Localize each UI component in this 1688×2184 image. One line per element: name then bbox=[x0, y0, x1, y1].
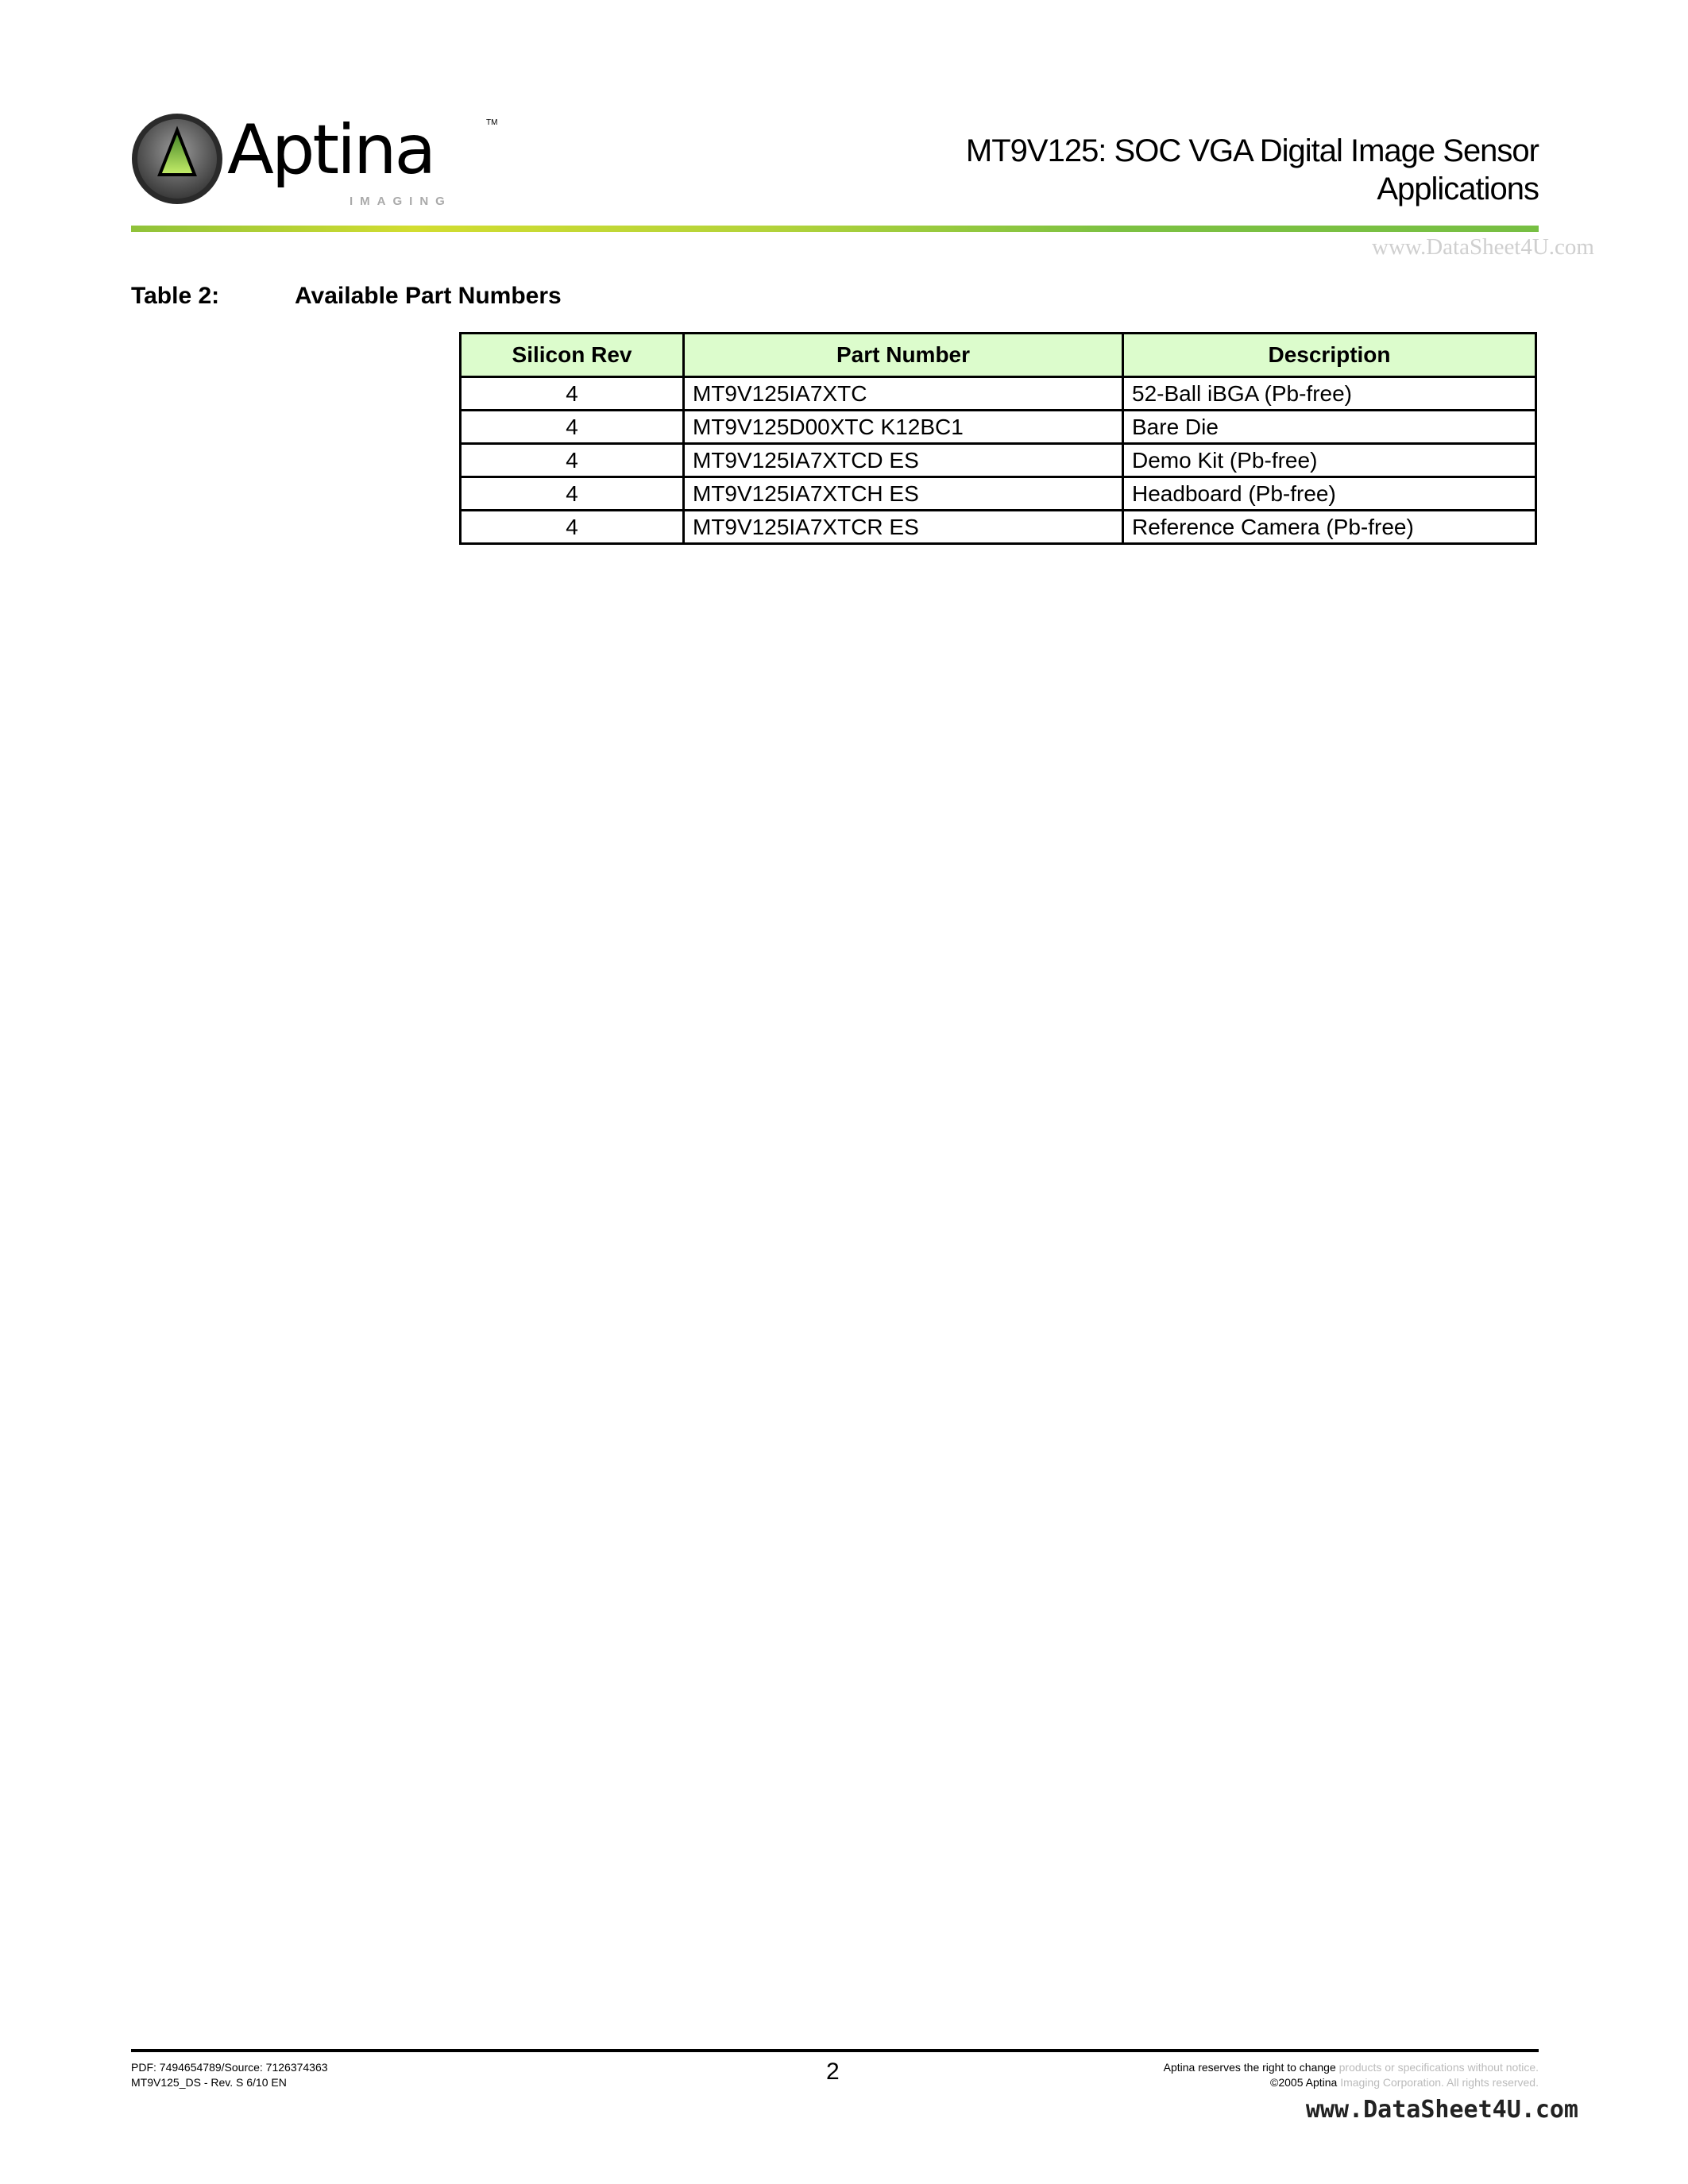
cell-silicon-rev: 4 bbox=[461, 511, 684, 544]
cell-part-number: MT9V125IA7XTC bbox=[684, 377, 1123, 411]
column-header-part-number: Part Number bbox=[684, 334, 1123, 377]
table-header-row bbox=[461, 334, 1536, 377]
cell-description: Headboard (Pb-free) bbox=[1123, 477, 1536, 511]
footer-pdf-source: PDF: 7494654789/Source: 7126374363 bbox=[131, 2061, 328, 2074]
table-row bbox=[461, 477, 1536, 511]
document-title: MT9V125: SOC VGA Digital Image Sensor bbox=[965, 133, 1539, 168]
logo-subtext: IMAGING bbox=[350, 195, 452, 208]
table-row bbox=[461, 377, 1536, 411]
cell-description: 52-Ball iBGA (Pb-free) bbox=[1123, 377, 1536, 411]
page-number: 2 bbox=[826, 2059, 840, 2085]
table-row bbox=[461, 411, 1536, 444]
cell-part-number: MT9V125D00XTC K12BC1 bbox=[684, 411, 1123, 444]
column-header-description: Description bbox=[1123, 334, 1536, 377]
footer-disclaimer bbox=[1164, 2061, 1539, 2074]
logo-trademark: TM bbox=[486, 118, 498, 127]
document-section: Applications bbox=[1377, 172, 1539, 206]
watermark-top: www.DataSheet4U.com bbox=[1372, 234, 1594, 260]
cell-description: Reference Camera (Pb-free) bbox=[1123, 511, 1536, 544]
cell-part-number: MT9V125IA7XTCH ES bbox=[684, 477, 1123, 511]
cell-silicon-rev: 4 bbox=[461, 444, 684, 477]
cell-description: Demo Kit (Pb-free) bbox=[1123, 444, 1536, 477]
watermark-bottom: www.DataSheet4U.com bbox=[1305, 2096, 1578, 2124]
column-header-silicon-rev: Silicon Rev bbox=[461, 334, 684, 377]
table-row bbox=[461, 444, 1536, 477]
cell-part-number: MT9V125IA7XTCD ES bbox=[684, 444, 1123, 477]
footer-copyright bbox=[1270, 2076, 1539, 2089]
footer-revision: MT9V125_DS - Rev. S 6/10 EN bbox=[131, 2076, 287, 2089]
footer-copyright-a: ©2005 Aptina bbox=[1270, 2076, 1338, 2089]
cell-silicon-rev: 4 bbox=[461, 411, 684, 444]
table-row bbox=[461, 511, 1536, 544]
table-caption: Available Part Numbers bbox=[295, 283, 562, 309]
cell-description: Bare Die bbox=[1123, 411, 1536, 444]
table-label: Table 2: bbox=[131, 283, 220, 309]
part-numbers-table bbox=[459, 332, 1537, 545]
footer-copyright-b: Imaging Corporation. All rights reserved. bbox=[1337, 2076, 1539, 2089]
footer-divider bbox=[131, 2049, 1539, 2052]
cell-part-number: MT9V125IA7XTCR ES bbox=[684, 511, 1123, 544]
aptina-logo bbox=[129, 111, 225, 206]
header-divider bbox=[131, 226, 1539, 232]
cell-silicon-rev: 4 bbox=[461, 477, 684, 511]
logo-wordmark: Aptina bbox=[227, 110, 435, 190]
footer-disclaimer-a: Aptina reserves the right to change bbox=[1163, 2061, 1336, 2074]
cell-silicon-rev: 4 bbox=[461, 377, 684, 411]
footer-disclaimer-b: products or specifications without notice. bbox=[1335, 2061, 1539, 2074]
